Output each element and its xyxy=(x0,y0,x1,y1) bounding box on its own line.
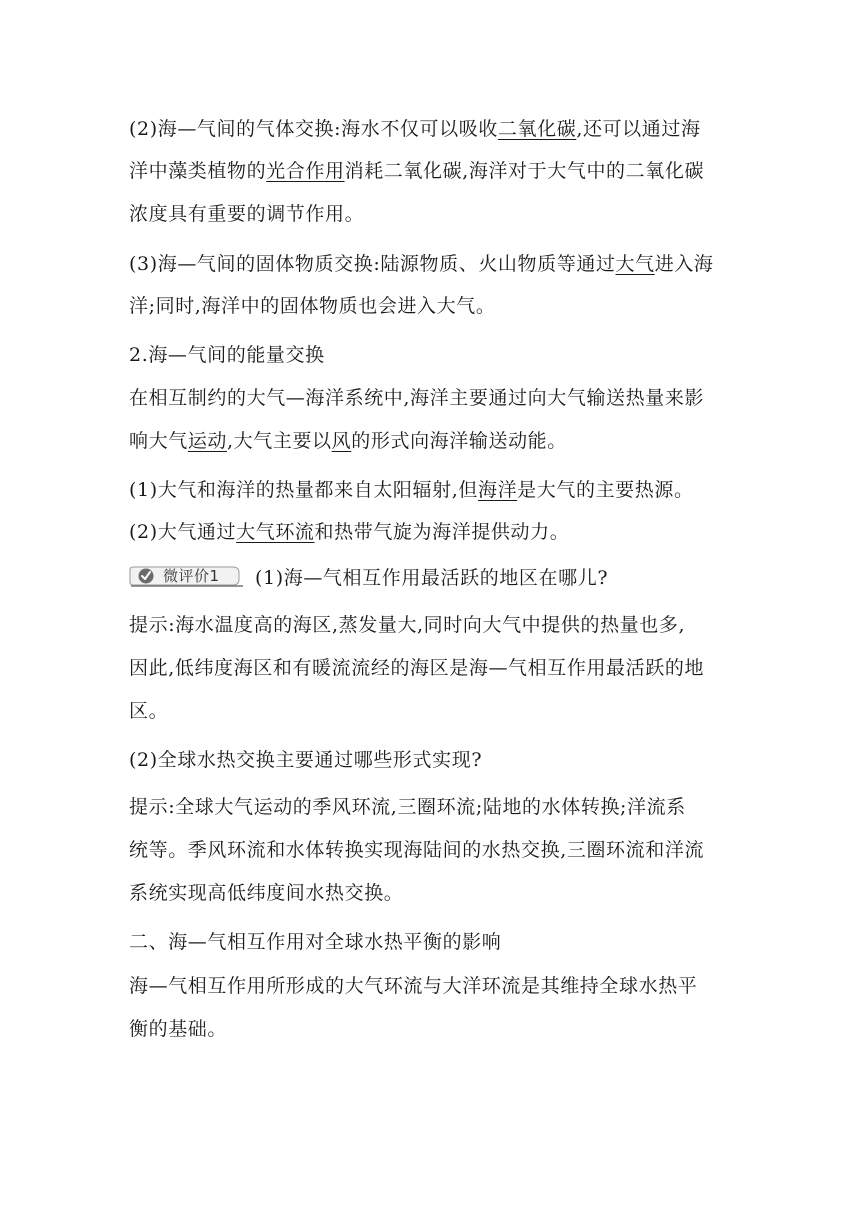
underlined-answer: 风 xyxy=(331,430,352,452)
text: 的形式向海洋输送动能。 xyxy=(351,430,567,452)
underlined-answer: 海洋 xyxy=(477,479,518,501)
energy-item-2 xyxy=(129,520,569,544)
badge-icon xyxy=(139,569,154,584)
review-answer-1-line-2: 因此,低纬度海区和有暖流流经的海区是海—气相互作用最活跃的地 xyxy=(129,657,705,679)
text: 响大气 xyxy=(129,430,188,452)
underlined-answer: 光合作用 xyxy=(266,160,345,182)
underlined-answer: 二氧化碳 xyxy=(497,118,577,140)
text: 洋中藻类植物的 xyxy=(129,160,267,182)
text: (3)海—气间的固体物质交换:陆源物质、火山物质等通过 xyxy=(129,253,616,275)
review-question-1: (1)海—气相互作用最活跃的地区在哪儿? xyxy=(255,567,609,589)
text: 和热带气旋为海洋提供动力。 xyxy=(314,521,570,543)
micro-review-badge xyxy=(129,565,243,587)
energy-para-line-2 xyxy=(129,429,567,453)
solid-exchange-line-1 xyxy=(129,252,714,276)
review-answer-1-line-1: 提示:海水温度高的海区,蒸发量大,同时向大气中提供的热量也多, xyxy=(129,614,686,636)
review-answer-1-line-3: 区。 xyxy=(129,700,169,722)
section-two-heading: 二、海—气相互作用对全球水热平衡的影响 xyxy=(129,931,502,953)
text: ,还可以通过海 xyxy=(576,118,701,140)
review-answer-2-line-2: 统等。季风环流和水体转换实现海陆间的水热交换,三圈环流和洋流 xyxy=(129,839,705,861)
text: 是大气的主要热源。 xyxy=(517,479,694,501)
energy-item-1 xyxy=(129,478,694,502)
gas-exchange-line-3: 浓度具有重要的调节作用。 xyxy=(129,203,365,225)
gas-exchange-line-1 xyxy=(129,117,701,141)
section-two-para-line-2: 衡的基础。 xyxy=(129,1018,228,1040)
underlined-answer: 运动 xyxy=(187,430,228,452)
text: 进入海 xyxy=(654,253,714,275)
review-answer-2-line-1: 提示:全球大气运动的季风环流,三圈环流;陆地的水体转换;洋流系 xyxy=(129,796,686,818)
energy-para-line-1: 在相互制约的大气—海洋系统中,海洋主要通过向大气输送热量来影 xyxy=(129,387,705,409)
review-question-2: (2)全球水热交换主要通过哪些形式实现? xyxy=(129,749,483,771)
text: ,大气主要以 xyxy=(227,430,332,452)
solid-exchange-line-2: 洋;同时,海洋中的固体物质也会进入大气。 xyxy=(129,295,496,317)
gas-exchange-line-2 xyxy=(129,159,704,183)
text: (2)大气通过 xyxy=(129,521,237,543)
text: 消耗二氧化碳,海洋对于大气中的二氧化碳 xyxy=(344,160,705,182)
text: (2)海—气间的气体交换:海水不仅可以吸收 xyxy=(129,118,498,140)
underlined-answer: 大气 xyxy=(615,253,655,275)
energy-heading: 2.海—气间的能量交换 xyxy=(129,344,325,366)
underlined-answer: 大气环流 xyxy=(236,521,315,543)
review-answer-2-line-3: 系统实现高低纬度间水热交换。 xyxy=(129,882,404,904)
text: (1)大气和海洋的热量都来自太阳辐射,但 xyxy=(129,479,478,501)
section-two-para-line-1: 海—气相互作用所形成的大气环流与大洋环流是其维持全球水热平 xyxy=(129,975,698,997)
badge-label: 微评价1 xyxy=(163,567,220,585)
